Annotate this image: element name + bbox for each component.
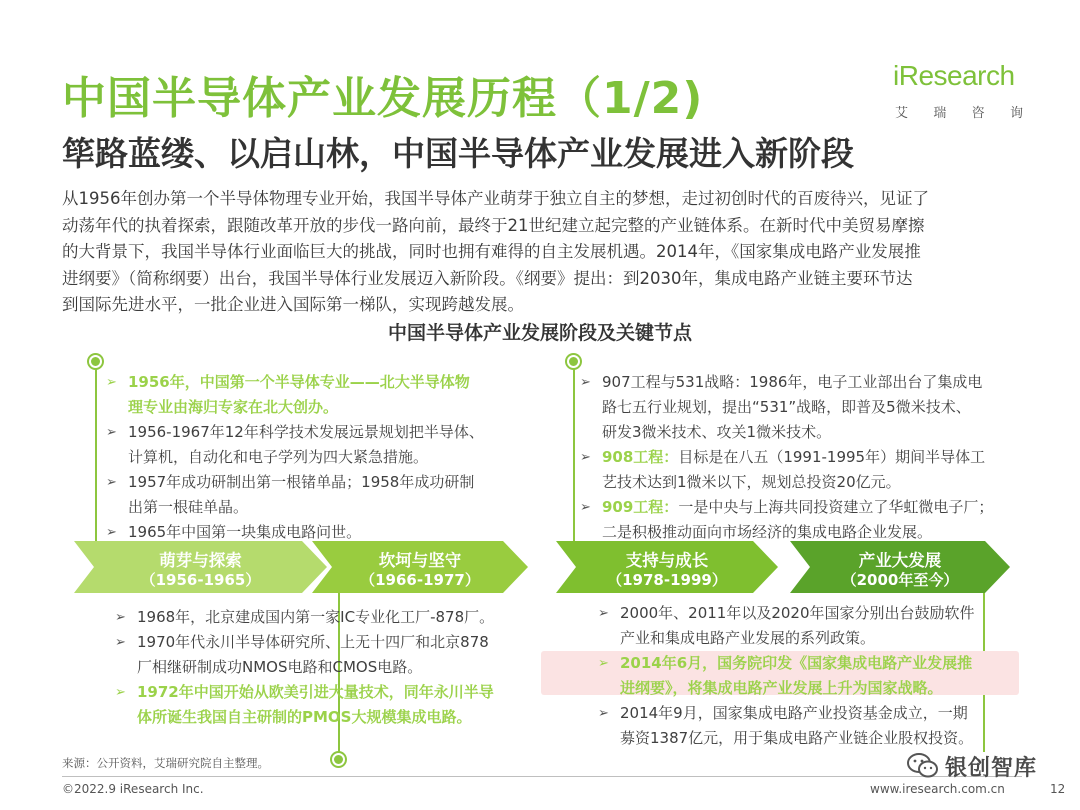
event-item: ➢ 2014年6月，国务院印发《国家集成电路产业发展推 进纲要》，将集成电路产业发展上升为国家战略。 (598, 654, 973, 697)
stage-years: （1966-1977） (360, 571, 480, 589)
stage-arrow-1 (74, 541, 327, 593)
intro-line: 到国际先进水平，一批企业进入国际第一梯队，实现跨越发展。 (62, 295, 524, 314)
timeline-dot (567, 355, 580, 368)
stage-arrow-3 (556, 541, 778, 593)
event-item: ➢ 1956-1967年12年科学技术发展远景规划把半导体、 计算机，自动化和电子学列为四大紧急措施。 (106, 423, 484, 466)
stage-label: 支持与成长 (625, 551, 709, 570)
intro-line: 的大背景下，我国半导体行业面临巨大的挑战，同时也拥有难得的自主发展机遇。2014年，《国家集成电路产业发展推 (62, 242, 921, 261)
event-item: ➢ 1957年成功研制出第一根锗单晶；1958年成功研制 出第一根硅单晶。 (106, 473, 475, 516)
watermark (905, 748, 1037, 784)
website-link[interactable]: www.iresearch.com.cn (870, 782, 1005, 796)
event-item: ➢ 908工程：目标是在八五（1991-1995年）期间半导体工 艺技术达到1微米以下，规划总投资20亿元。 (580, 448, 986, 491)
iresearch-logo (893, 58, 1023, 122)
wechat-icon (905, 751, 941, 781)
intro-line: 从1956年创办第一个半导体物理专业开始，我国半导体产业萌芽于独立自主的梦想，走过初创时代的百废待兴，见证了 (62, 189, 929, 208)
page-number: 12 (1050, 782, 1066, 796)
stage-arrow-4 (790, 541, 1010, 593)
event-item: ➢ 1972年中国开始从欧美引进大量技术，同年永川半导 体所诞生我国自主研制的PMOS大规模集成电路。 (115, 683, 494, 726)
stage-label: 产业大发展 (858, 551, 942, 570)
event-item: ➢ 1956年，中国第一个半导体专业——北大半导体物 理专业由海归专家在北大创办。 (106, 373, 470, 416)
stage-label: 萌芽与探索 (159, 551, 242, 570)
page-title: 中国半导体产业发展历程（1/2) (62, 73, 704, 124)
timeline-connector (95, 362, 97, 542)
timeline-dot (332, 753, 345, 766)
stage-years: （1978-1999） (607, 571, 727, 589)
events-1978-1999 (580, 370, 1010, 545)
page-subtitle: 筚路蓝缕、以启山林，中国半导体产业发展进入新阶段 (62, 134, 854, 173)
stage-label: 坎坷与坚守 (378, 551, 462, 570)
events-1956-1965 (106, 370, 506, 545)
event-item: ➢ 1968年，北京建成国内第一家IC专业化工厂-878厂。 (115, 608, 495, 626)
stage-years: （1956-1965） (140, 571, 261, 589)
source-note: 来源：公开资料，艾瑞研究院自主整理。 (62, 756, 269, 770)
intro-paragraph (62, 186, 1022, 319)
event-item: ➢ 2000年、2011年以及2020年国家分别出台鼓励软件 产业和集成电路产业发展的系列政策。 (598, 604, 975, 647)
watermark-text: 银创智库 (945, 755, 1038, 781)
event-item: ➢ 907工程与531战略：1986年，电子工业部出台了集成电 路七五行业规划，提出“531”战略，即普及5微米技术、 研发3微米技术、攻关1微米技术。 (580, 373, 983, 441)
event-item: ➢ 2014年9月，国家集成电路产业投资基金成立，一期 募资1387亿元，用于集成电路产业链企业股权投资。 (598, 704, 974, 747)
event-item: ➢ 909工程：一是中央与上海共同投资建立了华虹微电子厂； 二是积极推动面向市场经济的集成电路企业发展。 (580, 498, 994, 541)
intro-line: 动荡年代的执着探索，跟随改革开放的步伐一路向前，最终于21世纪建立起完整的产业链体系。在新时代中美贸易摩擦 (62, 215, 925, 235)
stage-years: （2000年至今） (841, 571, 959, 589)
copyright: ©2022.9 iResearch Inc. (62, 782, 204, 796)
event-item: ➢ 1965年中国第一块集成电路问世。 (106, 523, 362, 541)
footer-divider (62, 776, 1022, 777)
timeline-dot (89, 355, 102, 368)
logo-chinese: 艾 瑞 咨 询 (895, 106, 1023, 121)
logo-wordmark: iResearch (893, 60, 1015, 91)
intro-line: 进纲要》（简称纲要）出台，我国半导体行业发展迈入新阶段。《纲要》提出：到2030年，集成电路产业链主要环节达 (62, 268, 913, 288)
events-1966-1977 (115, 605, 505, 730)
stage-arrow-2 (312, 541, 528, 593)
event-item: ➢ 1970年代永川半导体研究所、上无十四厂和北京878 厂相继研制成功NMOS电路和CMOS电路。 (115, 633, 489, 676)
chart-title: 中国半导体产业发展阶段及关键节点 (387, 322, 692, 344)
timeline-connector (573, 362, 575, 542)
events-2000-now (598, 601, 1018, 751)
